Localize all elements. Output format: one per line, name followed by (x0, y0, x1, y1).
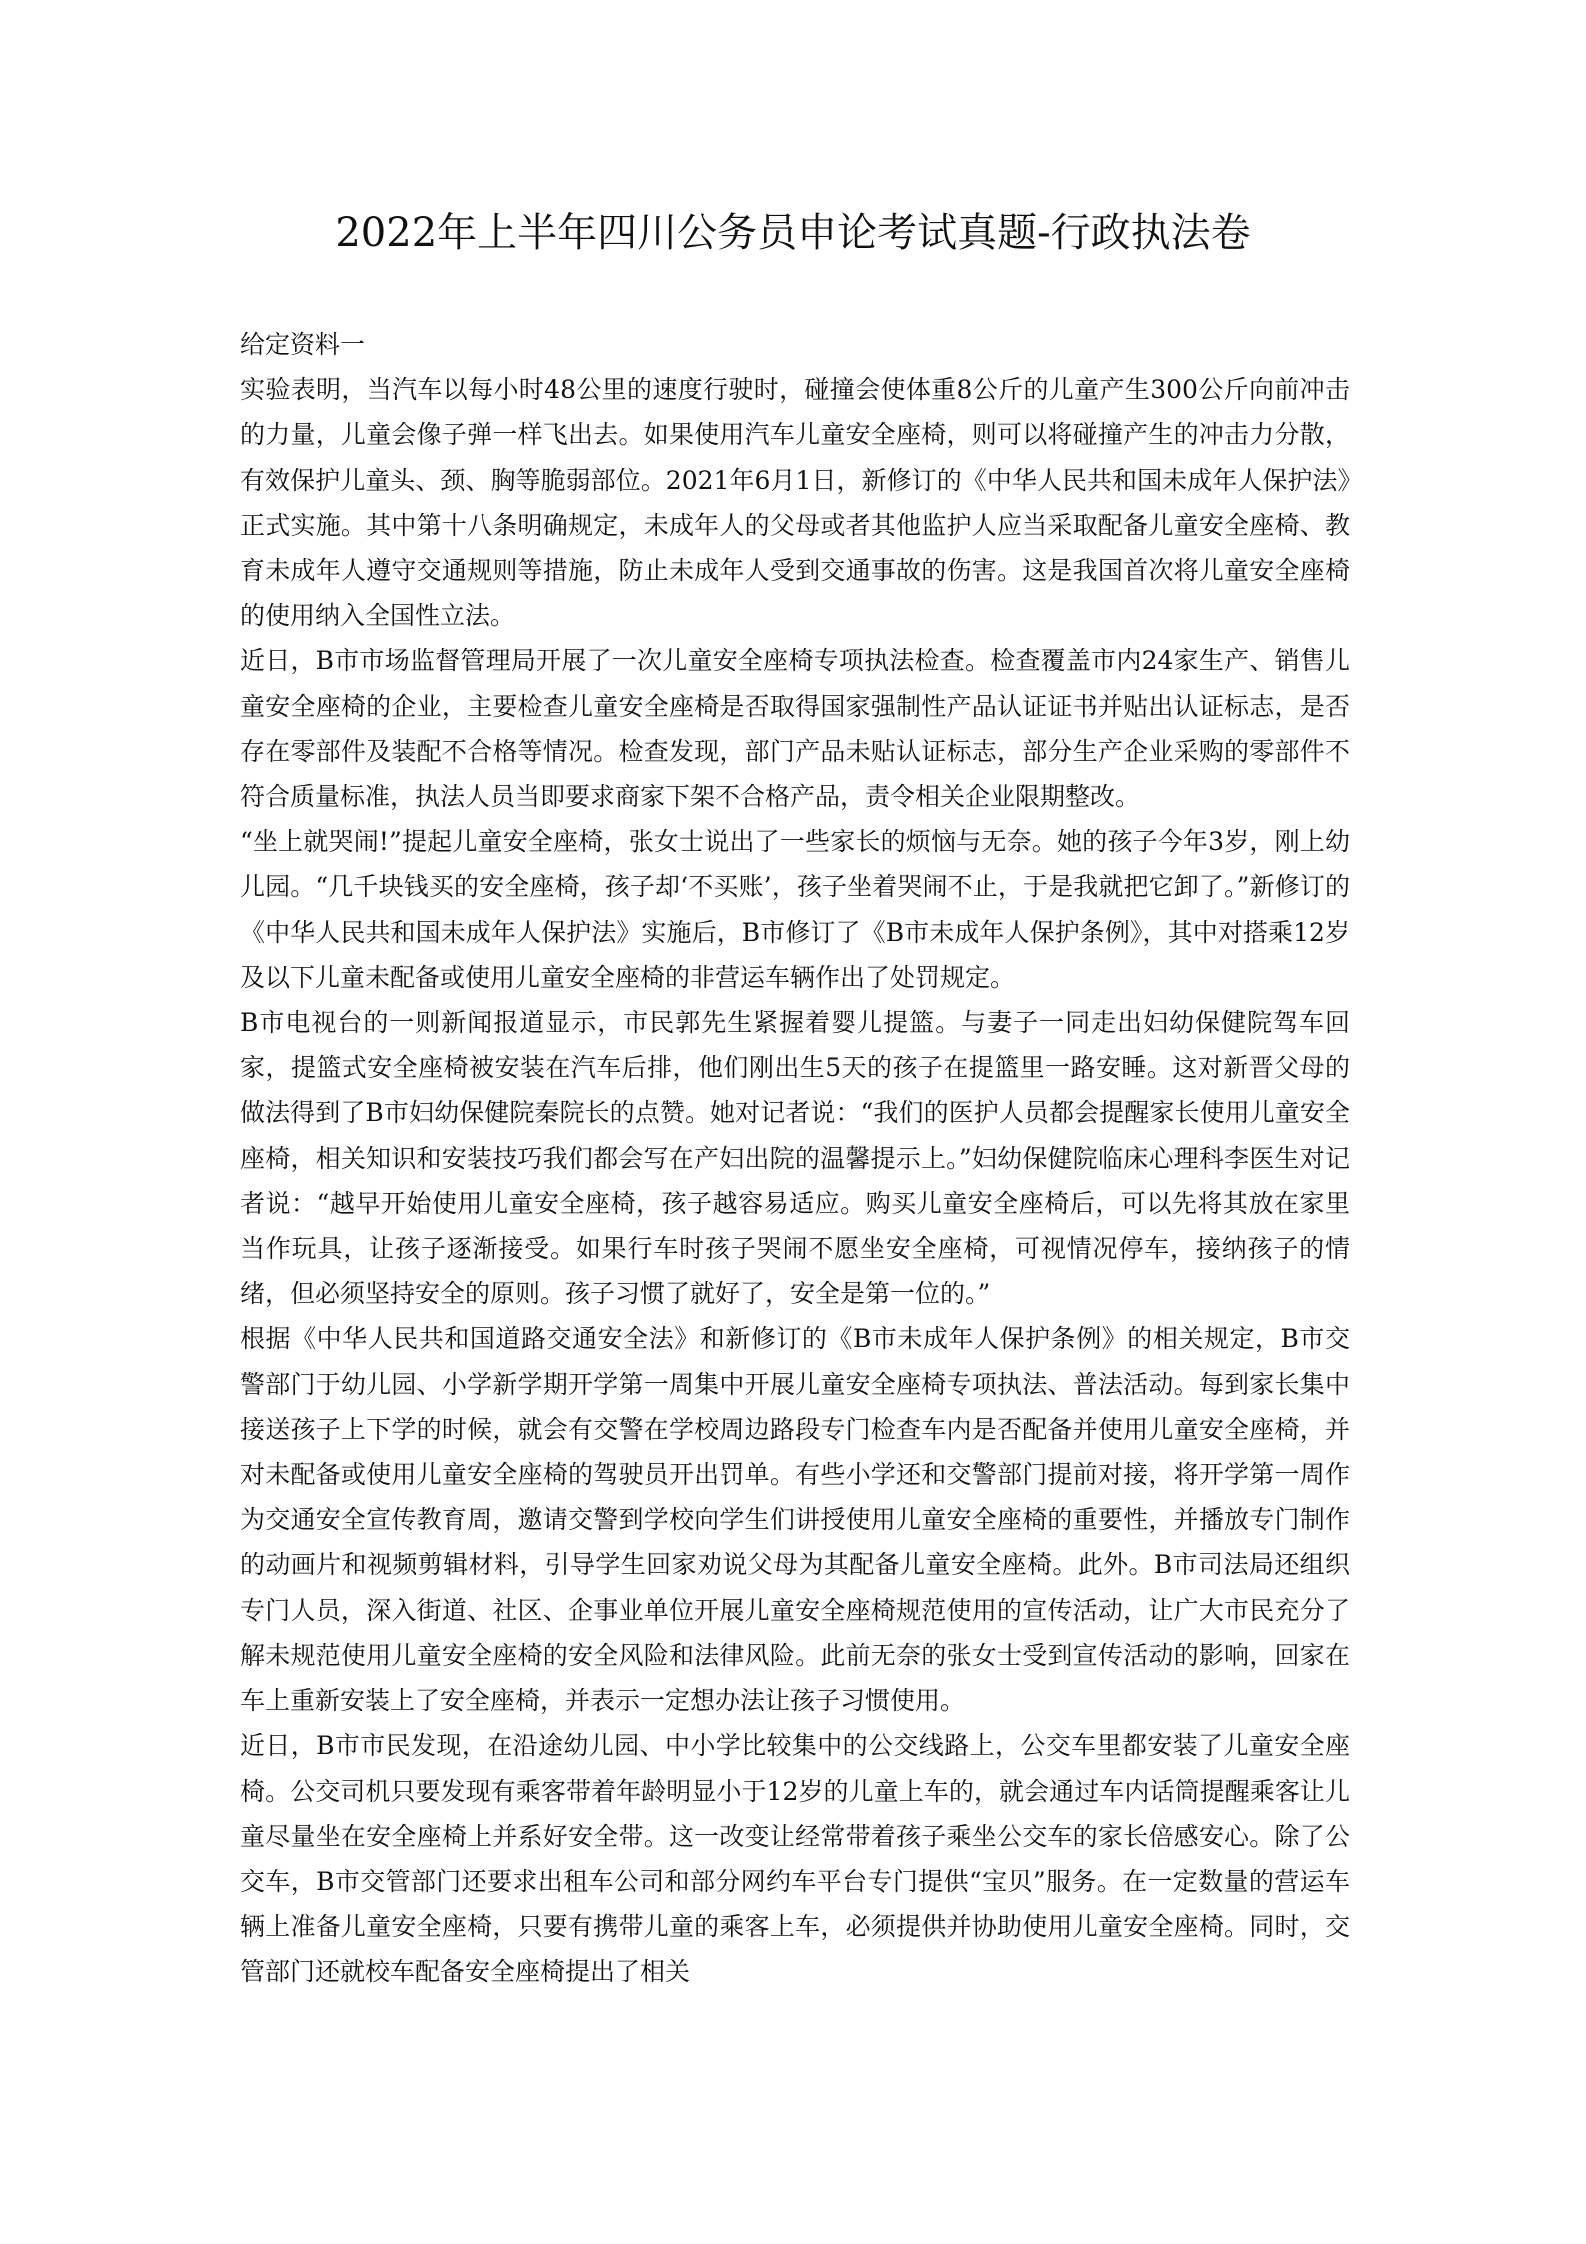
section-label: 给定资料一 (240, 330, 366, 359)
paragraph: 近日，B市市民发现，在沿途幼儿园、中小学比较集中的公交线路上，公交车里都安装了儿童安全座椅。公交司机只要发现有乘客带着年龄明显小于12岁的儿童上车的，就会通过车内话筒提醒乘客让儿童尽量坐在安全座椅上并系好安全带。这一改变让经常带着孩子乘坐公交车的家长倍感安心。除了公交车，B市交管部门还要求出租车公司和部分网约车平台专门提供“宝贝”服务。在一定数量的营运车辆上准备儿童安全座椅，只要有携带儿童的乘客上车，必须提供并协助使用儿童安全座椅。同时，交管部门还就校车配备安全座椅提出了相关 (240, 1731, 1350, 1987)
page-title: 2022年上半年四川公务员申论考试真题-行政执法卷 (335, 210, 1251, 256)
paragraph: 实验表明，当汽车以每小时48公里的速度行驶时，碰撞会使体重8公斤的儿童产生300公斤向前冲击的力量，儿童会像子弹一样飞出去。如果使用汽车儿童安全座椅，则可以将碰撞产生的冲击力分散，有效保护儿童头、颈、胸等脆弱部位。2021年6月1日，新修订的《中华人民共和国未成年人保护法》正式实施。其中第十八条明确规定，未成年人的父母或者其他监护人应当采取配备儿童安全座椅、教育未成年人遵守交通规则等措施，防止未成年人受到交通事故的伤害。这是我国首次将儿童安全座椅的使用纳入全国性立法。 (240, 375, 1350, 631)
paragraph: “坐上就哭闹!”提起儿童安全座椅，张女士说出了一些家长的烦恼与无奈。她的孩子今年3岁，刚上幼儿园。“几千块钱买的安全座椅，孩子却‘不买账’，孩子坐着哭闹不止，于是我就把它卸了。”新修订的《中华人民共和国未成年人保护法》实施后，B市修订了《B市未成年人保护条例》，其中对搭乘12岁及以下儿童未配备或使用儿童安全座椅的非营运车辆作出了处罚规定。 (240, 827, 1350, 992)
paragraph: 根据《中华人民共和国道路交通安全法》和新修订的《B市未成年人保护条例》的相关规定，B市交警部门于幼儿园、小学新学期开学第一周集中开展儿童安全座椅专项执法、普法活动。每到家长集中接送孩子上下学的时候，就会有交警在学校周边路段专门检查车内是否配备并使用儿童安全座椅，并对未配备或使用儿童安全座椅的驾驶员开出罚单。有些小学还和交警部门提前对接，将开学第一周作为交通安全宣传教育周，邀请交警到学校向学生们讲授使用儿童安全座椅的重要性，并播放专门制作的动画片和视频剪辑材料，引导学生回家劝说父母为其配备儿童安全座椅。此外。B市司法局还组织专门人员，深入街道、社区、企事业单位开展儿童安全座椅规范使用的宣传活动，让广大市民充分了解未规范使用儿童安全座椅的安全风险和法律风险。此前无奈的张女士受到宣传活动的影响，回家在车上重新安装上了安全座椅，并表示一定想办法让孩子习惯使用。 (240, 1324, 1350, 1716)
paragraph: B市电视台的一则新闻报道显示，市民郭先生紧握着婴儿提篮。与妻子一同走出妇幼保健院驾车回家，提篮式安全座椅被安装在汽车后排，他们刚出生5天的孩子在提篮里一路安睡。这对新晋父母的做法得到了B市妇幼保健院秦院长的点赞。她对记者说：“我们的医护人员都会提醒家长使用儿童安全座椅，相关知识和安装技巧我们都会写在产妇出院的温馨提示上。”妇幼保健院临床心理科李医生对记者说：“越早开始使用儿童安全座椅，孩子越容易适应。购买儿童安全座椅后，可以先将其放在家里当作玩具，让孩子逐渐接受。如果行车时孩子哭闹不愿坐安全座椅，可视情况停车，接纳孩子的情绪，但必须坚持安全的原则。孩子习惯了就好了，安全是第一位的。” (240, 1008, 1350, 1309)
paragraph: 近日，B市市场监督管理局开展了一次儿童安全座椅专项执法检查。检查覆盖市内24家生产、销售儿童安全座椅的企业，主要检查儿童安全座椅是否取得国家强制性产品认证证书并贴出认证标志，是否存在零部件及装配不合格等情况。检查发现，部门产品未贴认证标志，部分生产企业采购的零部件不符合质量标准，执法人员当即要求商家下架不合格产品，责令相关企业限期整改。 (240, 646, 1350, 812)
document-body (240, 322, 1350, 1995)
